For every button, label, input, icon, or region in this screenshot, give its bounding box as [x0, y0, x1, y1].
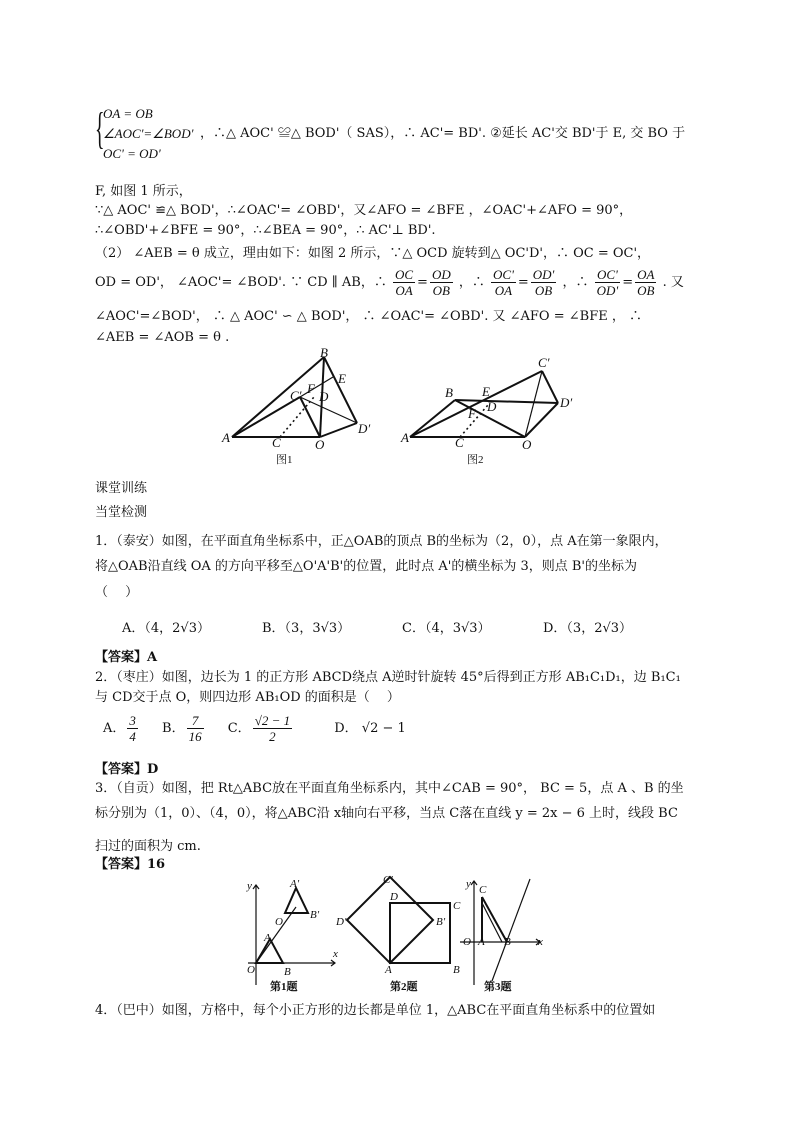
q2-line-2: 与 CD交于点 O，则四边形 AB₁OD 的面积是（ ）	[95, 690, 400, 705]
q2-answer: 【答案】D	[95, 762, 159, 777]
q3fig-label-x: x	[538, 936, 543, 948]
q1-option-c: C．（4，3√3）	[402, 621, 491, 636]
fig1-label-cp: C′	[290, 388, 302, 403]
q1fig-caption: 第1题	[270, 981, 298, 993]
fig2-label-dp: D′	[560, 395, 573, 410]
fig1-segment-bdp	[324, 357, 357, 423]
fraction-oa-ob: $\frac{OA}{OB}$	[637, 267, 655, 298]
para-line-7: ∠AEB = ∠AOB = θ .	[95, 330, 230, 345]
fig1-label-o: O	[315, 437, 325, 452]
fig2-segment-acp	[410, 371, 542, 437]
q2-option-b-label: B．	[162, 721, 185, 736]
para-line-5: OD = OD'， ∠AOC'= ∠BOD'. ∵ CD ∥ AB，∴ $\frac{OC}{OA}$ = $\frac{OD}{OB}$ ，∴ $\frac{OC'}{OA}$ = $\frac{OD'}{OB}$ ，∴ $\frac{OC'}{OD'}$ = $\frac{OA}{OB}$ . 又	[95, 267, 684, 298]
fig1-segment-cpo	[300, 397, 320, 437]
q2-option-c-fraction: $\frac{√2 - 1}{2}$	[254, 713, 291, 744]
para-line-6: ∠AOC'=∠BOD'， ∴ △ AOC' ∽ △ BOD'， ∴ ∠OAC'= ∠OBD'. 又 ∠AFO = ∠BFE ， ∴	[95, 309, 642, 324]
fig1-segment-cpdp	[300, 397, 357, 423]
fig2-caption: 图2	[467, 454, 484, 466]
fig2-label-f: F	[468, 406, 476, 421]
q3fig-caption: 第3题	[484, 981, 512, 993]
q1fig-label-bp: B′	[310, 909, 320, 921]
q3fig-label-a: A	[478, 936, 485, 948]
fraction-od-ob: $\frac{OD}{OB}$	[431, 267, 451, 298]
fraction-oc-oa: $\frac{OC}{OA}$	[394, 267, 414, 298]
q2fig-label-a: A	[385, 964, 392, 976]
q3fig-label-o: O	[463, 936, 471, 948]
fig1-segment-acp	[232, 397, 300, 437]
q3-line-3: 扫过的面积为 cm.	[95, 839, 201, 854]
fig1-label-d: D	[319, 389, 329, 404]
fig2-label-d: D	[487, 399, 497, 414]
fraction-odp-ob: $\frac{OD'}{OB}$	[532, 267, 555, 298]
fig1-caption: 图1	[276, 454, 293, 466]
fig2-label-o: O	[522, 437, 532, 452]
para-line-2: ∵△ AOC' ≌△ BOD'，∴∠OAC'= ∠OBD'，又∠AFO = ∠BFE ，∠OAC'+∠AFO = 90°，	[95, 203, 633, 218]
q1fig-label-y: y	[247, 880, 252, 892]
para-line-5d: . 又	[662, 275, 684, 290]
q3-line-2: 标分别为（1，0）、（4，0），将△ABC沿 x轴向右平移，当点 C落在直线 y = 2x − 6 上时，线段 BC	[95, 806, 678, 821]
q2-option-b-fraction: $\frac{7}{16}$	[188, 713, 202, 744]
fig1-label-c: C	[272, 435, 281, 450]
q3fig-hatch	[482, 903, 502, 942]
para-line-1: F, 如图 1 所示，	[95, 184, 192, 199]
fig1-label-a: A	[222, 430, 230, 445]
q1fig-label-a: A	[264, 932, 271, 944]
q2-option-a-fraction: $\frac{3}{4}$	[129, 713, 136, 744]
q2-option-c-label: C．	[227, 721, 251, 736]
q1-answer: 【答案】A	[95, 650, 158, 665]
q2fig-label-cp: C′	[383, 874, 393, 886]
para-line-5a: OD = OD'， ∠AOC'= ∠BOD'. ∵ CD ∥ AB，∴	[95, 275, 387, 290]
q2-option-a-label: A．	[103, 721, 126, 736]
fig2-label-c: C	[455, 435, 464, 450]
q1-line-1: 1．（泰安）如图，在平面直角坐标系中，正△OAB的顶点 B的坐标为（2，0），点 A在第一象限内，	[95, 534, 668, 549]
fig1-label-e: E	[338, 371, 346, 386]
question-figures-1-3	[240, 873, 550, 995]
q1fig-label-op: O	[275, 916, 283, 928]
system-brace: {	[95, 104, 105, 153]
section-title-classroom-training: 课堂训练	[95, 481, 148, 496]
q3fig-line-y-2x-6	[492, 879, 530, 981]
q3fig-label-c: C	[479, 884, 487, 896]
q1-option-b: B．（3，3√3）	[262, 621, 351, 636]
q2fig-label-d: D	[390, 891, 398, 903]
fig1-segment-odp	[320, 423, 357, 437]
system-line-3: OC' = OD'	[103, 146, 161, 161]
q1fig-label-ap: A′	[290, 878, 300, 890]
q4-line-1: 4．（巴中）如图，方格中，每个小正方形的边长都是单位 1，△ABC在平面直角坐标系中的位置如	[95, 1003, 656, 1018]
para-line-4: （2） ∠AEB = θ 成立，理由如下：如图 2 所示，∵△ OCD 旋转到△ OC'D'，∴ OC = OC'，	[95, 246, 651, 261]
q3fig-label-b: B	[504, 936, 511, 948]
q3fig-label-y: y	[466, 878, 471, 890]
system-line-2: ∠AOC'=∠BOD'	[103, 126, 194, 141]
fig2-label-b: B	[445, 385, 453, 400]
q1fig-triangle-oapbp	[285, 888, 308, 913]
q3-answer: 【答案】16	[95, 857, 166, 872]
section-title-class-check: 当堂检测	[95, 505, 148, 520]
q3-line-1: 3．（自贡）如图，把 Rt△ABC放在平面直角坐标系内，其中∠CAB = 90°， BC = 5，点 A 、B 的坐	[95, 781, 684, 796]
system-line-1: OA = OB	[103, 106, 153, 121]
q1fig-label-b: B	[284, 966, 291, 978]
para-line-5c: ，∴	[562, 275, 589, 290]
geometry-figures-1-2	[220, 345, 580, 470]
system-line-2-continuation: ，∴△ AOC' ≌△ BOD'（ SAS），∴ AC'= BD'. ②延长 AC'交 BD'于 E, 交 BO 于	[200, 126, 686, 141]
fig2-segment-cpdp	[542, 371, 558, 403]
q2-option-d: D． √2 − 1	[334, 721, 406, 736]
para-line-3: ∴∠OBD'+∠BFE = 90°，∴∠BEA = 90°，∴ AC'⊥ BD'.	[95, 223, 436, 238]
q2fig-label-dp: D′	[336, 916, 347, 928]
q2-line-1: 2．（枣庄）如图，边长为 1 的正方形 ABCD绕点 A逆时针旋转 45°后得到正方形 AB₁C₁D₁，边 B₁C₁	[95, 670, 681, 685]
q1-line-2: 将△OAB沿直线 OA 的方向平移至△O'A'B'的位置，此时点 A'的横坐标为 3，则点 B'的坐标为	[95, 559, 637, 574]
q1fig-label-x: x	[333, 948, 338, 960]
fig2-label-cp: C′	[538, 355, 550, 370]
fig1-label-f: F	[307, 381, 315, 396]
q2-options	[103, 713, 406, 744]
q1-line-3: （ ）	[95, 585, 139, 600]
fig2-label-e: E	[482, 384, 490, 399]
fig1-label-dp: D′	[358, 421, 371, 436]
fig2-segment-bdp	[455, 400, 558, 403]
q1fig-label-o: O	[247, 964, 255, 976]
fig1-label-b: B	[320, 345, 328, 360]
fig1-segment-ab	[232, 357, 324, 437]
q2fig-label-b: B	[453, 964, 460, 976]
q1-option-d: D．（3，2√3）	[543, 621, 633, 636]
q1-option-a: A．（4，2√3）	[122, 621, 210, 636]
fig2-label-a: A	[401, 430, 409, 445]
fraction-ocp-odp: $\frac{OC'}{OD'}$	[596, 267, 619, 298]
para-line-5b: ，∴	[458, 275, 485, 290]
fraction-ocp-oa: $\frac{OC'}{OA}$	[493, 267, 514, 298]
q2fig-label-c: C	[453, 900, 461, 912]
q2fig-label-bp: B′	[436, 916, 446, 928]
q2fig-caption: 第2题	[390, 981, 418, 993]
